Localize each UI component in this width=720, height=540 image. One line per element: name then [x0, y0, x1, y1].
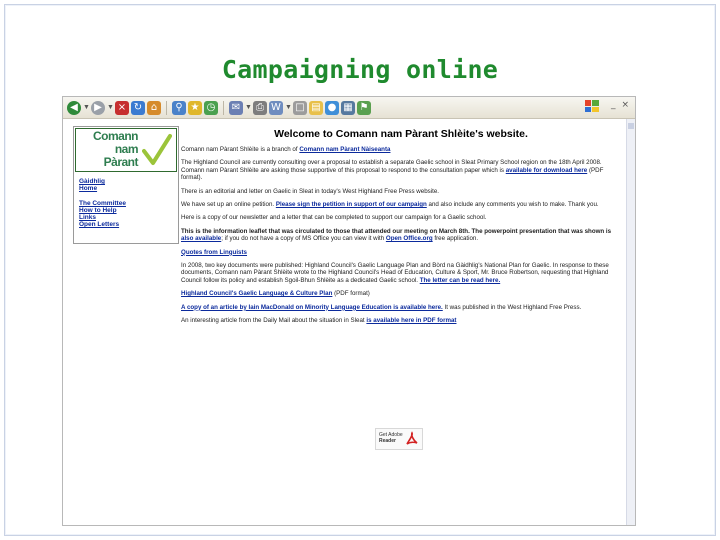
edit-icon[interactable]: W — [269, 101, 283, 115]
scrollbar-thumb[interactable] — [628, 123, 634, 129]
minimize-icon[interactable]: _ — [610, 100, 616, 110]
reader-line-2: Reader — [379, 438, 396, 444]
stop-icon[interactable]: × — [115, 101, 129, 115]
download-link[interactable]: available for download here — [505, 166, 588, 174]
browser-window — [62, 96, 636, 526]
welcome-heading: Welcome to Comann nam Pàrant Shlèite's website. — [274, 128, 528, 140]
paragraph-consultation: The Highland Council are currently consulting over a proposal to establish a separate Gaelic school in Sleat Primary School region on the 18th April 2008. Comann nam Pàrant Shlèite are asking those supportive of this proposal to respond to the consultation paper which is available for download here (PDF format). — [181, 159, 604, 182]
forward-icon[interactable]: ▶ — [91, 101, 105, 115]
windows-logo-icon — [585, 100, 599, 112]
daily-mail-link[interactable]: is available here in PDF format — [366, 317, 457, 325]
adobe-reader-icon — [405, 431, 419, 446]
site-logo[interactable] — [75, 128, 177, 172]
close-icon[interactable]: × — [621, 100, 629, 110]
mail-icon[interactable]: ✉ — [229, 101, 243, 115]
paragraph-documents: In 2008, two key documents were published: Highland Council's Gaelic Language Plan and Bòrd na Gàidhlig's National Plan for Gaelic. In response to these documents, Comann nam Pàrant Shlèite wrote to the Highland Council's Head of Education, Culture & Sport, Mr. Bruce Robertson, requesting that Highland Council follow its policy and establish Sgoil-Bhun Shlèite as a dedicated Gaelic school. The letter can be read here. — [181, 262, 609, 284]
forward-dropdown-icon[interactable]: ▼ — [107, 104, 114, 111]
print-icon[interactable]: ⎙ — [253, 101, 267, 115]
home-icon[interactable]: ⌂ — [147, 101, 161, 115]
search-icon[interactable]: ⚲ — [172, 101, 186, 115]
openoffice-link[interactable]: Open Office.org — [385, 235, 433, 243]
web-page-content — [63, 119, 626, 525]
sidebar — [73, 126, 179, 244]
toolbar-separator — [166, 101, 167, 115]
logo-line-3: Pàrant — [103, 155, 138, 169]
culture-plan-link[interactable]: Highland Council's Gaelic Language & Culture Plan — [181, 290, 333, 298]
paragraph-editorial: There is an editorial and letter on Gaelic in Sleat in today's West Highland Free Press website. — [181, 187, 439, 195]
folder-icon[interactable]: ▤ — [309, 101, 323, 115]
quotes-link[interactable]: Quotes from Linguists — [181, 248, 248, 256]
vertical-scrollbar[interactable] — [626, 119, 635, 525]
paragraph-petition: We have set up an online petition. Please sign the petition in support of our campaign and also include any comments you wish to make. Thank you. — [181, 201, 599, 209]
bookmark-icon[interactable]: ⚑ — [357, 101, 371, 115]
paragraph-article: A copy of an article by Iain MacDonald on Minority Language Education is available here. It was published in the West Highland Free Press. — [181, 303, 582, 311]
logo-text — [80, 130, 138, 169]
edit-dropdown-icon[interactable]: ▼ — [285, 104, 292, 111]
paragraph-daily-mail: An interesting article from the Daily Mail about the situation in Sleat is available here in PDF format — [181, 317, 457, 325]
sidebar-item-links[interactable]: Links — [79, 214, 96, 222]
parent-org-link[interactable]: Comann nam Pàrant Nàiseanta — [299, 146, 391, 153]
reader-line-1: Get Adobe — [379, 432, 403, 438]
main-content — [181, 128, 621, 331]
research-icon[interactable]: ▦ — [341, 101, 355, 115]
sidebar-item-open-letters[interactable]: Open Letters — [79, 221, 120, 229]
sidebar-item-home[interactable]: Home — [79, 185, 98, 193]
letter-link[interactable]: The letter can be read here. — [419, 276, 501, 284]
discuss-icon[interactable]: □ — [293, 101, 307, 115]
petition-link[interactable]: Please sign the petition in support of our campaign — [275, 201, 427, 209]
history-icon[interactable]: ◷ — [204, 101, 218, 115]
messenger-icon[interactable]: ● — [325, 101, 339, 115]
favorites-icon[interactable]: ★ — [188, 101, 202, 115]
sidebar-item-gaidhlig[interactable]: Gàidhlig — [79, 178, 105, 185]
slide-title: Campaigning online — [221, 55, 499, 84]
toolbar-separator — [223, 101, 224, 115]
logo-line-2: nam — [114, 142, 138, 156]
checkmark-icon — [142, 133, 172, 167]
back-dropdown-icon[interactable]: ▼ — [83, 104, 90, 111]
sidebar-item-committee[interactable]: The Committee — [79, 199, 126, 207]
window-controls — [585, 100, 629, 112]
paragraph-intro: Comann nam Pàrant Shlèite is a branch of Comann nam Pàrant Nàiseanta — [181, 146, 391, 153]
adobe-reader-badge[interactable] — [375, 428, 423, 450]
sidebar-item-how-to-help[interactable]: How to Help — [79, 206, 117, 214]
mail-dropdown-icon[interactable]: ▼ — [245, 104, 252, 111]
paragraph-culture-plan: Highland Council's Gaelic Language & Culture Plan (PDF format) — [181, 290, 370, 298]
paragraph-leaflet: This is the information leaflet that was circulated to those that attended our meeting on March 8th. The powerpoint presentation that was shown is also available; if you do not have a copy of MS Office you can view it with Open Office.org free application. — [181, 227, 612, 243]
presentation-link[interactable]: also available — [181, 235, 222, 243]
sidebar-nav — [79, 178, 175, 229]
refresh-icon[interactable]: ↻ — [131, 101, 145, 115]
logo-line-1: Comann — [93, 129, 138, 143]
article-link[interactable]: A copy of an article by Iain MacDonald on Minority Language Education is available here. — [181, 303, 443, 311]
paragraph-newsletter: Here is a copy of our newsletter and a letter that can be completed to support our campaign for a Gaelic school. — [181, 214, 487, 222]
back-icon[interactable]: ◀ — [67, 101, 81, 115]
browser-toolbar — [63, 97, 635, 119]
